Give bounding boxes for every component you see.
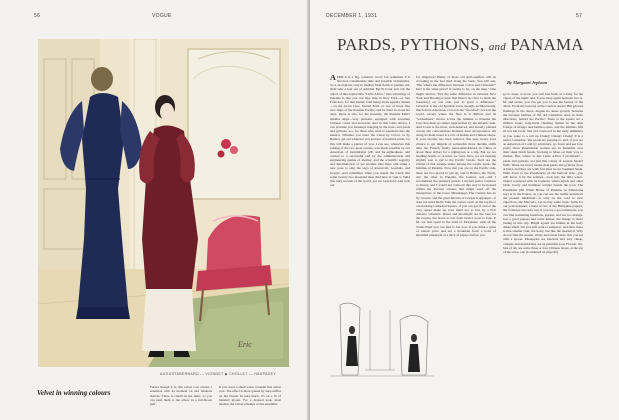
headline-part-2: PANAMA (510, 35, 584, 54)
headline-and: and (488, 41, 506, 53)
left-page (0, 0, 309, 420)
drop-cap: A (330, 75, 336, 82)
fashion-illustration (38, 39, 289, 367)
spot-illustration (330, 300, 434, 382)
caption-column-2: If you crave a small waist, consider this velvet coat. The effect is more gained by deep ruffles on the bloom. In pure black, it's on a fit of blended gloom. For a dressed look, most modest, the velvet schemes of this ensemble (219, 385, 281, 407)
article-column-1-text: FRICA is a big, romantic word; but sentiment if it involves considerable time and possible vicissitudes. So I, an explorer only in finding fresh fields to pasture old, shall take a leaf out of Admiral Byrd's book and call the object of this exploration "Little Africa." One advantage of Panama is that you can take ship in New York—or San Francisco, for that matter, both being about equally distant—on the Grace Line, United Fruit, or one of those fine new ships of the Panama Pacific, and be there in about six days. There is also, for the leisurely, the Panama Mail's smaller ships—very pleasant, equipped with excellent Chinese cooks and stewards. And in this Little Africa, I can promise you monkeys hanging in the trees, and pards and pythons, too, for those who wish to penetrate into the interior. Whether you enter the Canal by Colon, or by Balboa, get out whatever you possess of national pride, for this will make a patriot of you. I can see, whenever this joining of the two great oceans, was made possible by our American of indomitable will and far-sightedness, and carried to a successful end by the administration and engineering genius of another, and the scientific sagacity and determination of yet another. One there will strike a new pose to sing the saga of Roosevelt, Goethals, and Gorgas. And remember when you transit the Canal that some twenty-two thousand men died here in vain to build this truly wonder of the world, yes we took hold. And took our (330, 75, 410, 188)
caption-column-1: Furbes though it is, this velvet coat creates a sensation with its moment on and fabulous sleeves. There is charm in the tunic, so you can push them to the elbow in a full-blown puff (150, 385, 212, 407)
right-page-number: 57 (576, 13, 583, 19)
illustration-drawing (38, 39, 289, 367)
headline-part-1: PARDS, PYTHONS, (337, 35, 485, 54)
article-headline (337, 35, 584, 55)
left-page-number: 56 (34, 13, 41, 19)
article-column-3: go to sleep, at noon, you will feel fresh as a daisy for the vigors of the night; and, if you sleep again between two A. M. and seven, you can get you to see the beauty of the dawn. From my balcony at the Central, Anson Hill glowed flamingo in the dawn, despite its dense growth, between the baroque belfries of the old Cathedral. And, in three directions, behold the Pacific! There is the square set a million tropic song-birds chanting matins in the dark foliage of mango and bamboo-trees, and the Isthmus lifts its red tile roofs, like old rosewood in the early shimmers as you wake to a call up Chung! Chung! Chung! It is a native Cathedral. The pious are praying to, and, if you are an American of Latin by adventure, go down and see how pretty those Panamanian women are, in mantillas over their sleek black heads, flocking to Mass on their way to market. But, where is this Little Africa I promised?—pards and pythons, not just this colony of ancient Spain? Well! There are fewer beasts than pards and pythons close at hand, and they are wild; few sites in our Southern lands. Walk down to the Presidencia on the harbour side—you will know it by the sentries—look into the little water-ringed courtyard with its fountain, where egrets and other birds, lovely and harmless wander beside the pool. The Presidente (the White House of Panama, as Americans say) is in the Palace, as you can see the leaflet hereabout the present inhabitant—is only on the road to new objectives, the Mercado. Let us buy some tropic fruits for our petit dejeuner, a hand or two of the Philippine papaya, the Calabaza avocado, but, if you are a good marketer, you can find something luxurious, greater, and not too strange. Get a good papaya and some lemon; the mango is more tasting in this city. Bright agouti are hidden in the leafy dense smell, but you will want to sample it, and then, there is that smaller fruit, the hairy, but like the monkeys! Why do not flies the mouth, sticky and sweet lands, that you eat with a spoon. Pineapples are luscious and very cheap, oranges and mandarines are as plentiful as in Florida, but, best of all, are some three or four Chinese shops, at the top of the town, one (Continued on page 96) (503, 92, 583, 254)
right-running-head: DECEMBER 1, 1931 (326, 13, 378, 19)
left-running-head: VOGUE (152, 13, 172, 19)
article-column-1 (330, 75, 410, 298)
article-column-2: for alligators? Plenty of those old snub-snuffers will be crowding in the last mud along the bank. You will ask, "But what's the difference between Colon and Cristobal?" Isn't it the same place? It seems to be, on the map." One might answer, "Just the same difference as between New York and Brooklyn (save that there's no river to mark the boundary) on one side, just as great a difference." Cristobal is the old Spanish town, though, architecturally, much more American. Colon is the "stretched" town in the world, except where the fleet is at Balboa and its "wickedness" moves across the isthmus to Panama the boys that must go ships! Approached by the Atlantic side. And Colon is the most, well-behaved, and sweetly planted colony the conscientious Romans have incorporated. All along its main street is a row of Indian and Chinese shops. If your income has been reduced, this year, here's your chance to get lingerie of somewhat more durable stuffs than the French, finely hand-embroidered in China at about three dollars for a nightgown or a slip. But we are heading South, or, at least, we were. Now, we are steering slightly east to get to the Pacific Ocean. Such are the whims of that strange snake among the earth's lands, the Isthmus of Panama. Now that you are on the Pacific side, there are two places to put up, one at Balboa, the Tivoli, dry; the other in Panama, the Central, wet—and I recommend the planter's punch. I myself prefer romance to luxury, and I would not come all this way to be housed within the discreet screens that might ward off the mosquitoes of the lower Mississippi. The Central has no fly screens, and the great miracle of Gorgas is apparent—it does not need them! Take the corner room on the top floor overlooking Cathedral Square, if you can get it, and at the very outset make up your mind not to live by a Fort Amador schedule. Dawn and moonlight are the best for the tropics, the hours to rest from twelve noon to four. P. M. are best spent in the arms of Morpheus, with all the Trade-Wind you can find to fan you. If you drink a glass of tomato juice and eat a mountain from a bowl of shredded pineapple or a slice of papaya before you (416, 75, 496, 237)
article-byline: By Margaret Jephson (507, 80, 548, 85)
artist-signature: Eric (238, 340, 252, 349)
illustration-credit: AUGUSTABERNARD — VIONNET ◆ CHOLLET — HAUPADEY (160, 372, 277, 376)
caption-title: Velvet in winning colours (37, 389, 111, 397)
